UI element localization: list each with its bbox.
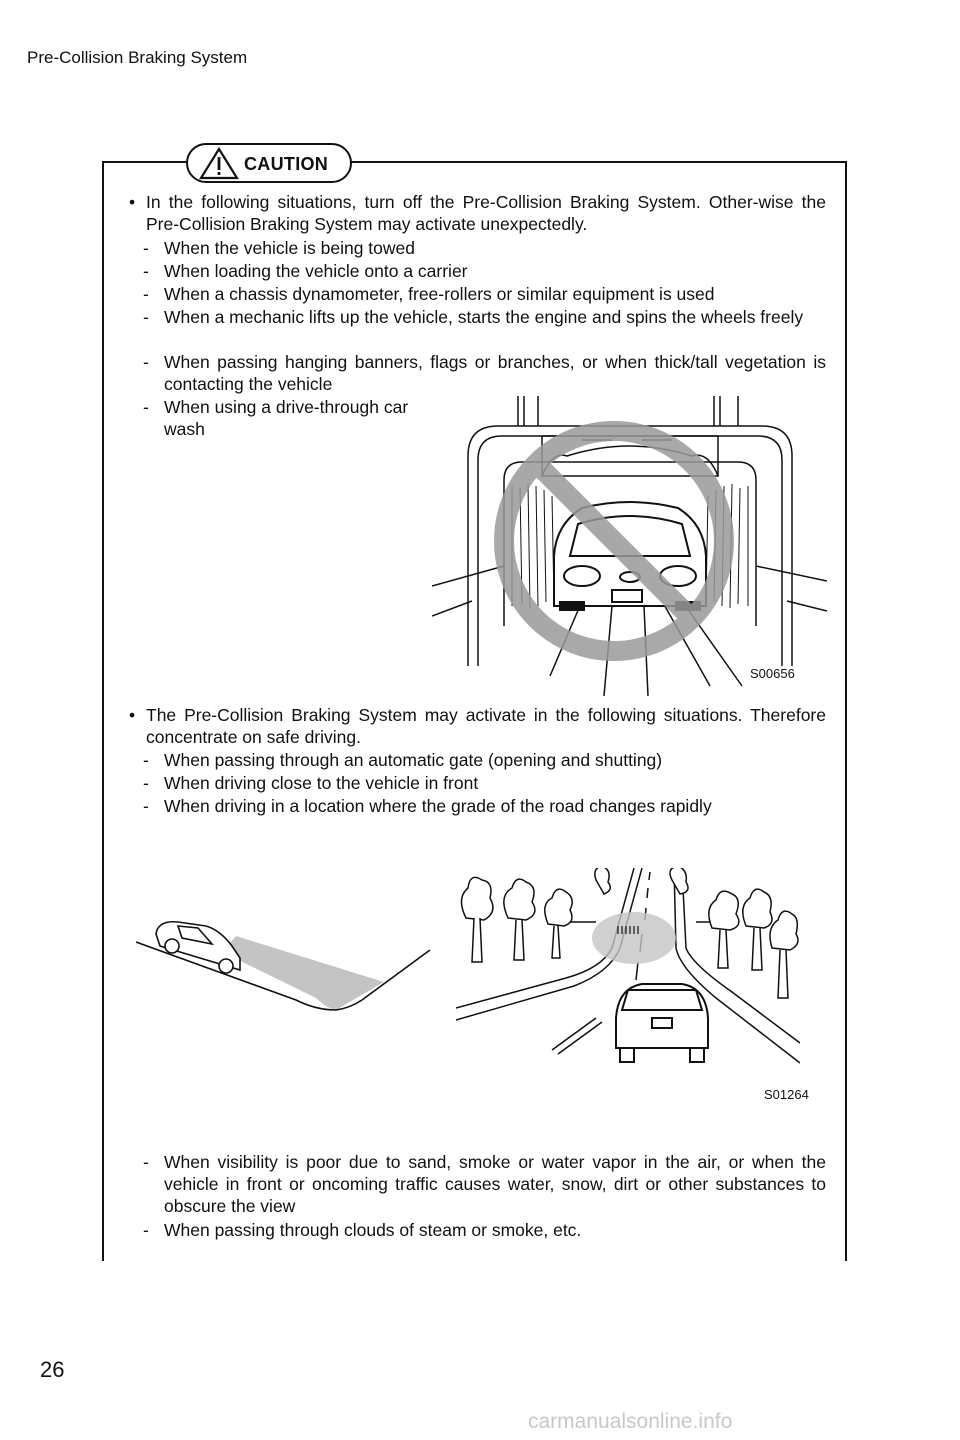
dash-marker: -	[143, 1220, 149, 1240]
figure-code: S00656	[750, 666, 795, 681]
running-header: Pre-Collision Braking System	[27, 48, 248, 67]
slope-illustration	[136, 900, 436, 1030]
list-item: When visibility is poor due to sand, smoke or water vapor in the air, or when the vehicle in front or oncoming traffic causes water, snow, dirt or other substances to obscure the view	[164, 1152, 826, 1216]
dash-marker: -	[143, 796, 149, 816]
dash-marker: -	[143, 750, 149, 770]
figure-code: S01264	[764, 1087, 809, 1102]
list-item: When passing hanging banners, flags or branches, or when thick/tall vegetation is contacting the vehicle	[164, 352, 826, 394]
caution-label-badge	[186, 143, 352, 183]
list-item: When using a drive-through car wash	[164, 397, 409, 439]
list-item: When passing through clouds of steam or smoke, etc.	[164, 1220, 582, 1240]
list-item: When passing through an automatic gate (opening and shutting)	[164, 750, 663, 770]
bullet-marker: •	[129, 192, 136, 212]
list-item: When loading the vehicle onto a carrier	[164, 261, 468, 281]
dash-marker: -	[143, 307, 149, 327]
page-number: 26	[40, 1357, 65, 1382]
list-item: When driving close to the vehicle in front	[164, 773, 479, 793]
bullet-paragraph: The Pre-Collision Braking System may activate in the following situations. Therefore concentrate on safe driving.	[146, 705, 826, 747]
car-wash-illustration	[432, 396, 827, 696]
dash-marker: -	[143, 261, 149, 281]
dash-marker: -	[143, 238, 149, 258]
list-item: When driving in a location where the grade of the road changes rapidly	[164, 796, 712, 816]
list-item: When the vehicle is being towed	[164, 238, 415, 258]
footer-watermark: carmanualsonline.info	[528, 1410, 733, 1433]
bullet-marker: •	[129, 705, 136, 725]
dash-marker: -	[143, 1152, 149, 1172]
warning-triangle-icon	[198, 145, 240, 181]
dash-marker: -	[143, 284, 149, 304]
dash-marker: -	[143, 397, 149, 417]
dash-marker: -	[143, 773, 149, 793]
dash-marker: -	[143, 352, 149, 372]
road-grade-illustration	[456, 868, 800, 1068]
list-item: When a chassis dynamometer, free-rollers or similar equipment is used	[164, 284, 715, 304]
bullet-paragraph: In the following situations, turn off the Pre-Collision Braking System. Other-wise the Pre-Collision Braking System may activate unexpectedly.	[146, 192, 826, 234]
caution-label: CAUTION	[244, 154, 329, 174]
list-item: When a mechanic lifts up the vehicle, starts the engine and spins the wheels freely	[164, 307, 804, 327]
